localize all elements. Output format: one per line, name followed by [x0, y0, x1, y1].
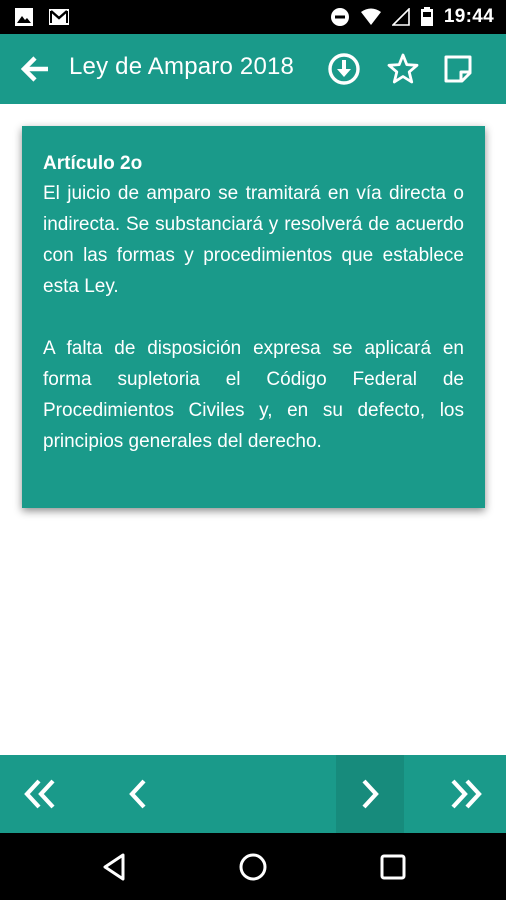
back-button[interactable]	[20, 53, 52, 85]
article-navigation-bar	[0, 755, 506, 833]
previous-article-button[interactable]	[100, 755, 176, 833]
arrow-back-icon	[20, 53, 52, 85]
battery-icon	[420, 7, 434, 27]
status-system-icons	[330, 6, 494, 28]
last-icon	[448, 776, 484, 812]
status-bar	[0, 0, 506, 34]
next-icon	[352, 776, 388, 812]
wifi-icon	[360, 8, 382, 26]
last-article-button[interactable]	[428, 755, 504, 833]
article-paragraph: El juicio de amparo se tramitará en vía directa o indirecta. Se substanciará y resolverá de acuerdo con las formas y procedimientos que establece esta Ley.	[43, 183, 464, 297]
first-article-button[interactable]	[2, 755, 78, 833]
status-notifications	[14, 7, 70, 27]
note-button[interactable]	[440, 51, 476, 87]
favorite-button[interactable]	[385, 51, 421, 87]
home-circle-icon	[237, 851, 269, 883]
do-not-disturb-icon	[330, 7, 350, 27]
article-paragraph: A falta de disposición expresa se aplicará en forma supletoria el Código Federal de Procedimientos Civiles y, en su defecto, los principios generales del derecho.	[43, 338, 464, 452]
article-card	[22, 126, 485, 508]
recents-square-icon	[377, 851, 409, 883]
content-area	[0, 104, 506, 754]
first-icon	[22, 776, 58, 812]
system-home-button[interactable]	[237, 851, 269, 883]
star-icon	[385, 51, 421, 87]
back-triangle-icon	[99, 851, 131, 883]
previous-icon	[120, 776, 156, 812]
download-button[interactable]	[326, 51, 362, 87]
page-title: Ley de Amparo 2018	[69, 53, 295, 80]
note-icon	[440, 51, 476, 87]
article-title: Artículo 2o	[43, 153, 143, 174]
system-back-button[interactable]	[99, 851, 131, 883]
next-article-button[interactable]	[336, 755, 404, 833]
download-icon	[326, 51, 362, 87]
signal-icon	[392, 8, 410, 26]
system-navigation-bar	[0, 833, 506, 900]
status-time: 19:44	[443, 6, 494, 27]
image-icon	[14, 7, 34, 27]
app-bar	[0, 34, 506, 104]
gmail-icon	[48, 7, 70, 27]
system-recents-button[interactable]	[377, 851, 409, 883]
